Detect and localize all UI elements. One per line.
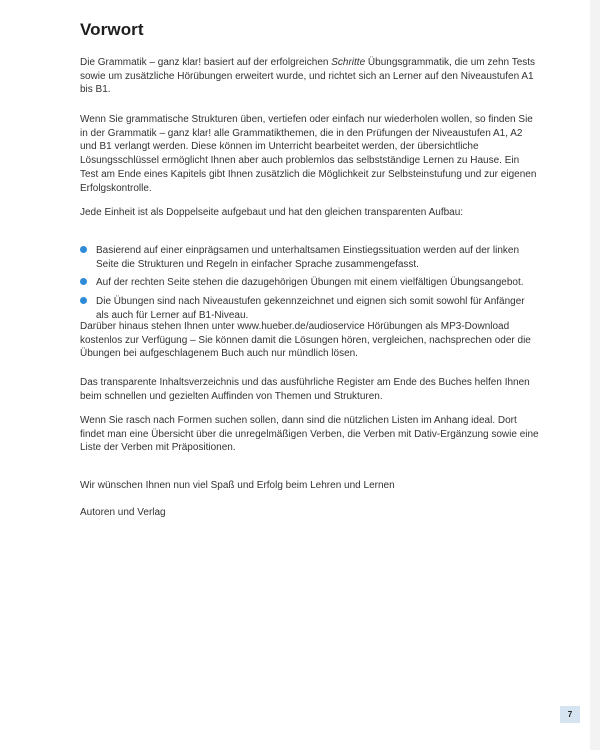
bullet-dot-icon (80, 246, 87, 253)
bullet-list (80, 244, 540, 328)
page-edge-stripe (590, 0, 600, 750)
list-item (80, 295, 540, 322)
paragraph-usage: Wenn Sie grammatische Strukturen üben, vertiefen oder einfach nur wiederholen wollen, so finden Sie in der Grammatik – ganz klar! alle Grammatikthemen, die in den Prüfungen der Niveaustufen A1, A2 und B1 verlangt werden. Diese können im Unterricht bearbeitet werden, der übersichtliche Lösungsschlüssel ermöglicht Ihnen aber auch problemlos das selbstständige Lernen zu Hause. Ein Test am Ende eines Kapitels gibt Ihnen zusätzlich die Möglichkeit zur Selbsteinstufung und zur eigenen Erfolgskontrolle. (80, 114, 537, 194)
list-item-text: Basierend auf einer einprägsamen und unterhaltsamen Einstiegssituation werden auf der linken Seite die Strukturen und Regeln in einfacher Sprache zusammengefasst. (96, 245, 520, 270)
list-item-text: Die Übungen sind nach Niveaustufen gekennzeichnet und eignen sich somit sowohl für Anfänger als auch für Lerner auf B1-Niveau. (96, 296, 525, 321)
list-item (80, 244, 540, 271)
list-item-text: Auf der rechten Seite stehen die dazugehörigen Übungen mit einem vielfältigen Übungsangebot. (96, 277, 524, 289)
intro-text-start: Die Grammatik – ganz klar! basiert auf der erfolgreichen (80, 57, 332, 68)
paragraph-structure: Jede Einheit ist als Doppelseite aufgebaut und hat den gleichen transparenten Aufbau: (80, 207, 464, 218)
page-number: 7 (560, 706, 580, 723)
page-title: Vorwort (80, 20, 144, 39)
document-page (80, 20, 540, 518)
paragraph-appendix: Wenn Sie rasch nach Formen suchen sollen, dann sind die nützlichen Listen im Anhang ideal. Dort findet man eine Übersicht über die unregelmäßigen Verben, die Verben mit Dativ-Ergänzung sowie eine Liste der Verben mit Präpositionen. (80, 415, 539, 454)
paragraph-intro (80, 56, 540, 97)
paragraph-wishes: Wir wünschen Ihnen nun viel Spaß und Erfolg beim Lehren und Lernen (80, 480, 395, 491)
bullet-dot-icon (80, 278, 87, 285)
intro-text-end: Übungsgrammatik, die um zehn Tests sowie um zusätzliche Hörübungen erweitert wurde, und richtet sich an Lerner auf den Niveaustufen A1 bis B1. (80, 57, 536, 96)
list-item (80, 276, 540, 290)
intro-italic-title: Schritte (331, 57, 366, 68)
paragraph-signature: Autoren und Verlag (80, 507, 166, 518)
paragraph-index: Das transparente Inhaltsverzeichnis und das ausführliche Register am Ende des Buches helfen Ihnen beim schnellen und gezielten Auffinden von Themen und Strukturen. (80, 377, 530, 402)
bullet-dot-icon (80, 297, 87, 304)
paragraph-audio: Darüber hinaus stehen Ihnen unter www.hueber.de/audioservice Hörübungen als MP3-Download kostenlos zur Verfügung – Sie können damit die Lösungen hören, vergleichen, nachsprechen oder die Übungen bei aufgeschlagenem Buch auch nur mündlich lösen. (80, 321, 531, 360)
